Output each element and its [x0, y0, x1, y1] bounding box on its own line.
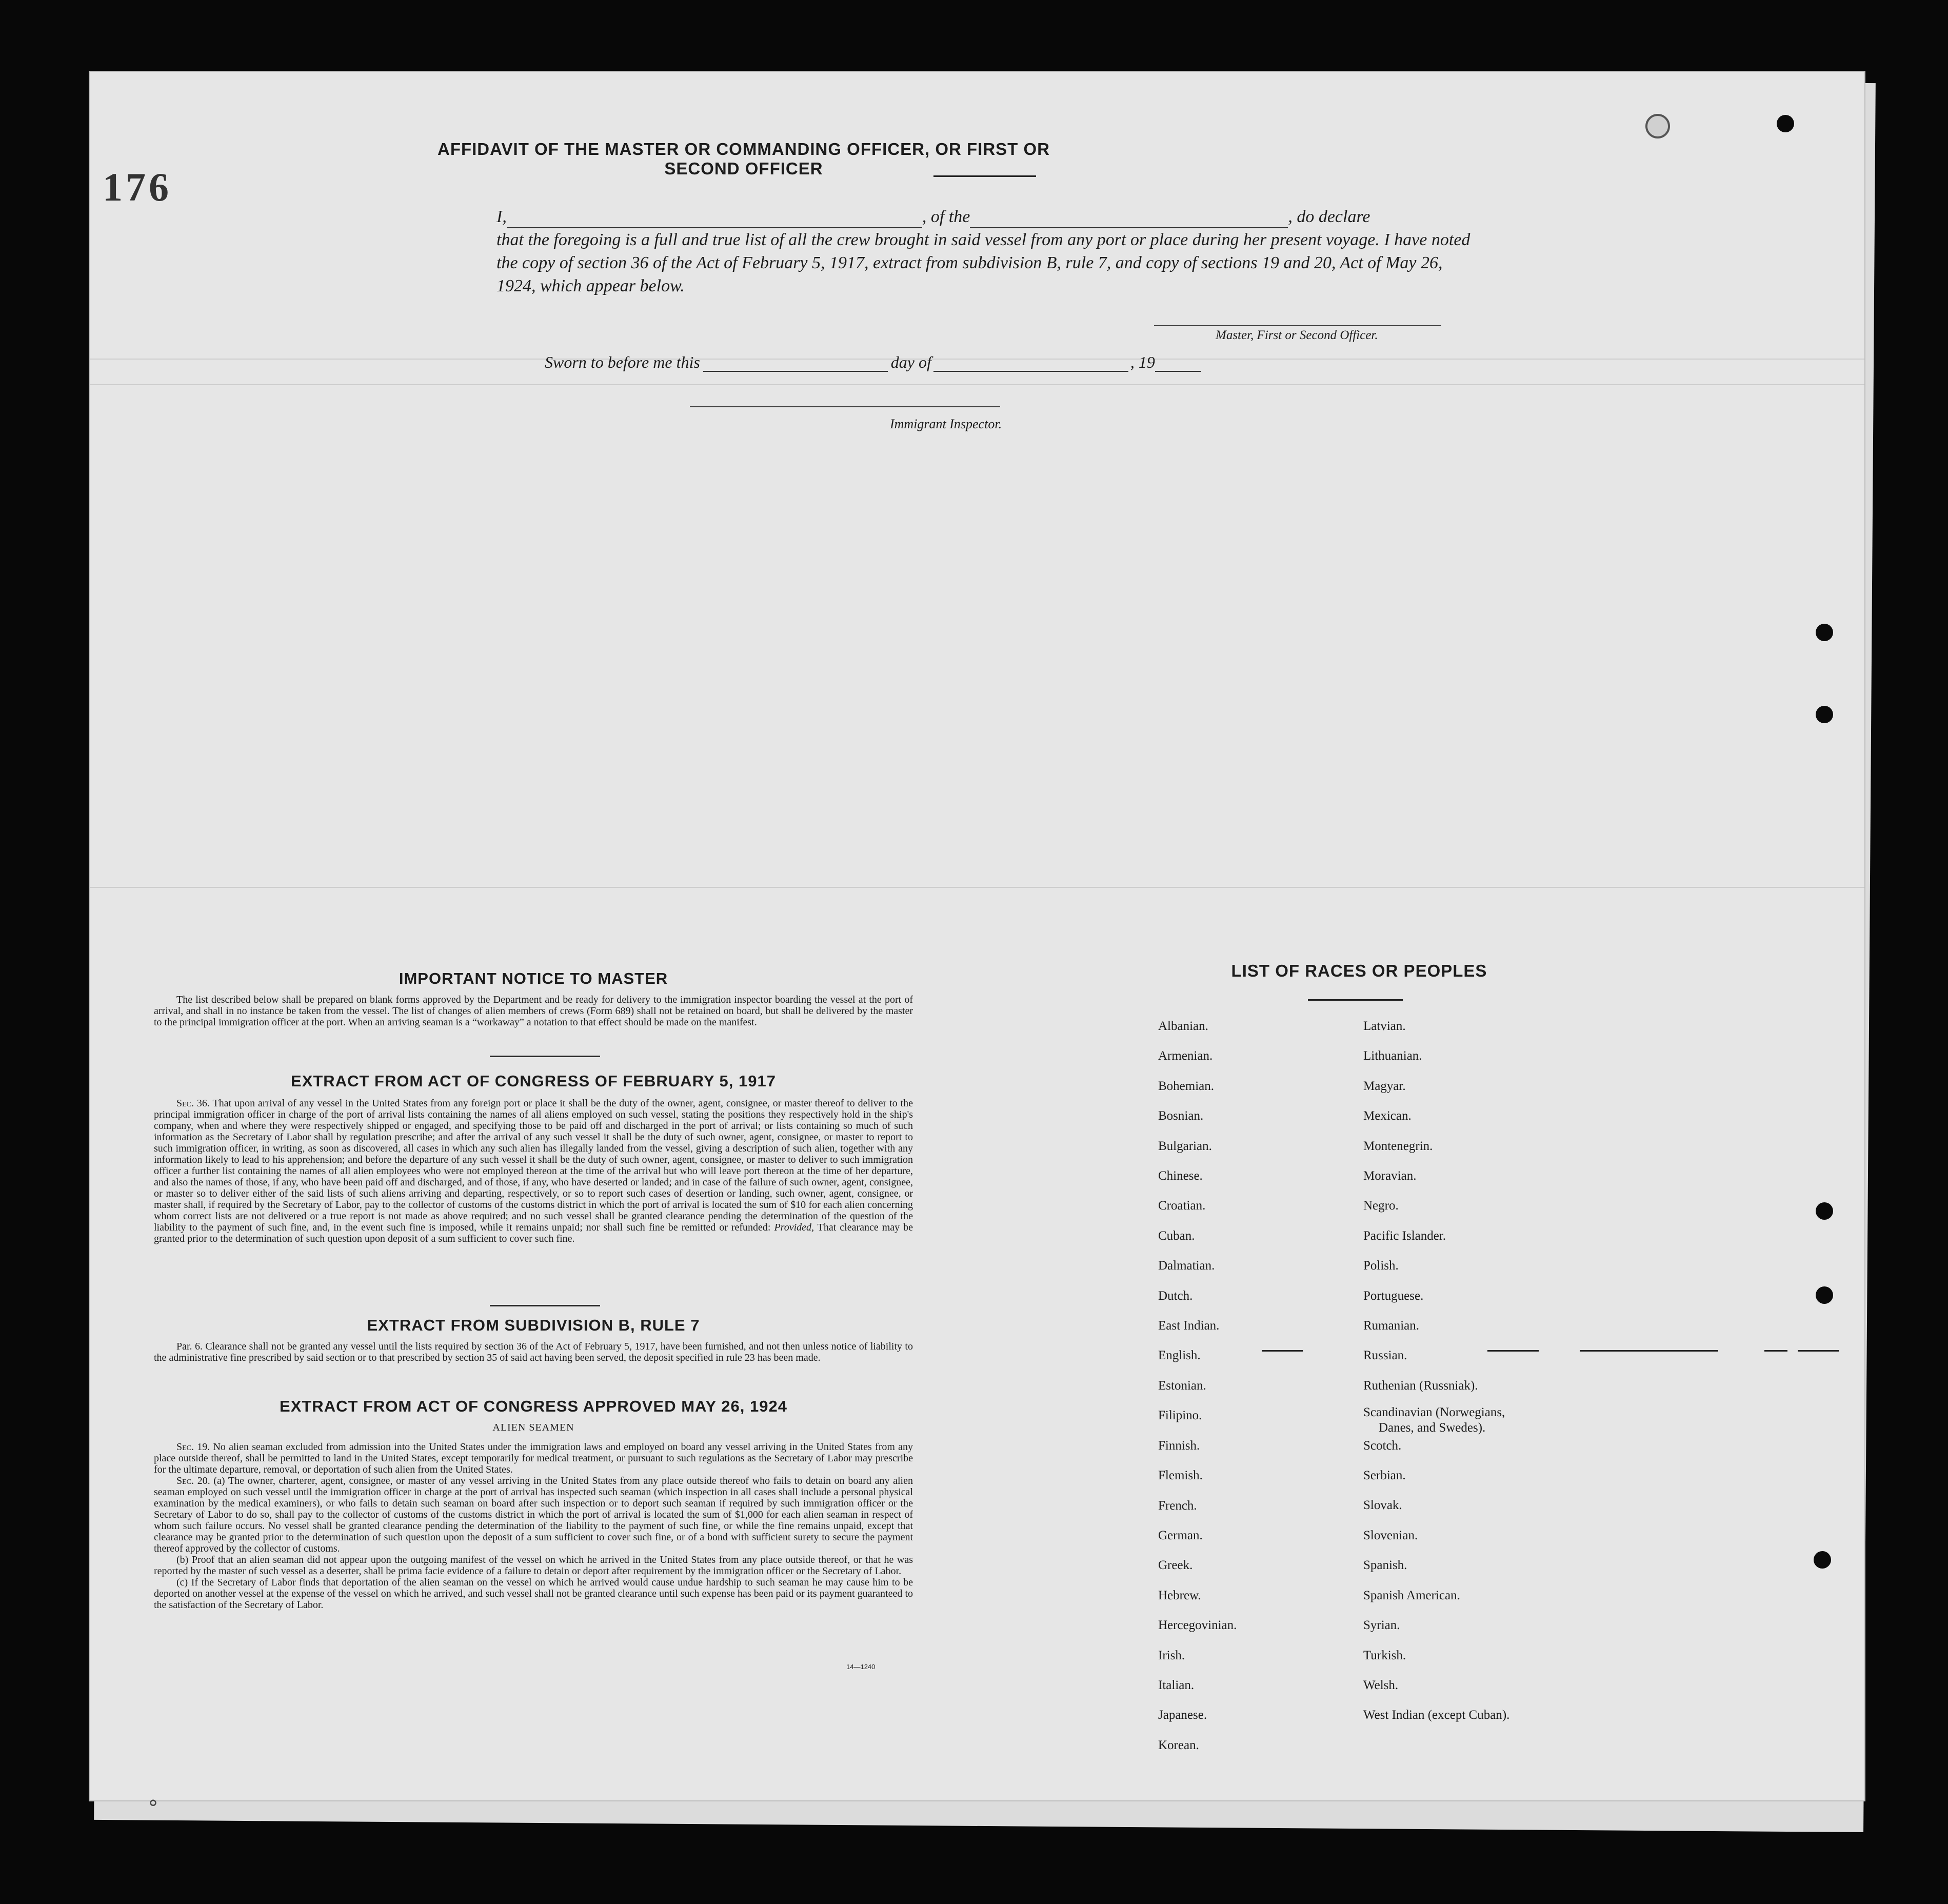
races-divider	[1308, 999, 1403, 1001]
form-number: 14—1240	[846, 1663, 876, 1671]
race-item: Negro.	[1363, 1199, 1399, 1213]
rule7-text	[154, 1341, 913, 1363]
race-item: Irish.	[1158, 1648, 1185, 1662]
race-item: Syrian.	[1363, 1618, 1400, 1633]
margin-page-number: 176	[103, 165, 172, 209]
proviso-text: That clearance may be granted prior to the determination of such question upon deposit of a sum sufficient to cover such fine.	[154, 1222, 913, 1244]
of-the-label: , of the	[922, 207, 970, 226]
race-item: Hercegovinian.	[1158, 1618, 1237, 1633]
race-item: Rumanian.	[1363, 1319, 1420, 1333]
sworn-label: Sworn to before me this	[545, 353, 700, 371]
declarant-prefix: I,	[496, 207, 507, 226]
race-item: Magyar.	[1363, 1079, 1406, 1093]
sec-20a-text: (a) The owner, charterer, agent, consignee, or master of any vessel arriving in the United States from any place outside thereof who fails to detain on board any alien seaman employed on such vessel until the immigration officer in charge at the port of arrival has inspected such seaman (which inspection in all cases shall include a personal physical examination by the medical examiners), or who fails to detain such seaman on board after such inspection or to deport such seaman if required by such immigration officer or the Secretary of Labor to do so, shall pay to the collector of customs of the customs district in which the port of arrival is located the sum of $1,000 for each alien seaman in respect of whom such failure occurs. No vessel shall be granted clearance pending the determination of the liability to the payment of such fine, or while the fine remains unpaid, except that clearance may be granted prior to the determination of such question upon the deposit of a sum sufficient to cover such fine, or of a bond with sufficient surety to secure the payment thereof approved by the collector of customs.	[154, 1475, 913, 1554]
race-item: Italian.	[1158, 1678, 1195, 1692]
rule7-title: EXTRACT FROM SUBDIVISION B, RULE 7	[367, 1316, 700, 1334]
race-item: Russian.	[1363, 1348, 1407, 1363]
vessel-name-field[interactable]	[970, 213, 1288, 228]
race-item: Finnish.	[1158, 1438, 1200, 1453]
signature-field[interactable]	[1154, 325, 1441, 326]
race-item: Armenian.	[1158, 1049, 1213, 1063]
affidavit-title: AFFIDAVIT OF THE MASTER OR COMMANDING OFFICER, OR FIRST OR SECOND OFFICER	[437, 140, 1050, 178]
year-prefix-label: , 19	[1130, 353, 1155, 371]
rule7-paragraph: Par. 6. Clearance shall not be granted any vessel until the lists required by section 36 of the Act of February 5, 1917, have been furnished, and not then unless notice of liability to the administrative fine prescribed by said section or to that prescribed by section 35 of said act having been served, the deposit specified in rule 23 has been made.	[154, 1341, 913, 1363]
sec-19-label: Sec. 19.	[176, 1441, 210, 1453]
race-item: Cuban.	[1158, 1228, 1195, 1243]
race-item: Korean.	[1158, 1738, 1199, 1752]
punch-hole-icon	[1777, 115, 1794, 132]
bleed-dash	[1580, 1350, 1718, 1352]
race-item: West Indian (except Cuban).	[1363, 1708, 1510, 1722]
section-divider	[490, 1056, 600, 1057]
race-item: Albanian.	[1158, 1019, 1208, 1033]
bleed-dash	[1487, 1350, 1539, 1352]
race-item: Pacific Islander.	[1363, 1228, 1446, 1243]
race-item: Estonian.	[1158, 1378, 1206, 1393]
declaration-line	[496, 205, 1474, 228]
affidavit-statement: that the foregoing is a full and true list of all the crew brought in said vessel from any port or place during her present voyage. I have noted the copy of section 36 of the Act of February 5, 1917, extract from subdivision B, rule 7, and copy of sections 19 and 20, Act of May 26, 1924, which appear below.	[496, 230, 1470, 295]
race-item: French.	[1158, 1498, 1197, 1513]
race-item: Serbian.	[1363, 1469, 1406, 1483]
race-item: Bulgarian.	[1158, 1139, 1212, 1153]
punch-hole-icon	[1816, 706, 1833, 723]
punch-hole-icon	[1816, 1202, 1833, 1220]
punch-hole-icon	[1816, 624, 1833, 641]
punch-hole-icon	[1814, 1551, 1831, 1569]
race-item: Latvian.	[1363, 1019, 1406, 1033]
race-item-scandinavian	[1363, 1401, 1509, 1435]
notice-text: The list described below shall be prepared on blank forms approved by the Department and be ready for delivery to the immigration inspector boarding the vessel at the port of arrival, and shall in no instance be taken from the vessel. The list of changes of alien members of crews (Form 689) shall not be retained on board, but shall be delivered by the master to the principal immigration officer at the port. When an arriving seaman is a “workaway” a notation to that effect should be made on the manifest.	[154, 994, 913, 1028]
race-item: Moravian.	[1363, 1169, 1417, 1183]
signature-label: Master, First or Second Officer.	[1216, 328, 1378, 342]
race-item: Dalmatian.	[1158, 1259, 1215, 1273]
day-of-label: day of	[890, 353, 931, 371]
punch-ring-hole-icon	[1645, 114, 1670, 138]
extract-1924-title: EXTRACT FROM ACT OF CONGRESS APPROVED MAY 26, 1924	[280, 1397, 787, 1415]
race-item: English.	[1158, 1348, 1201, 1363]
race-item: Slovenian.	[1363, 1528, 1418, 1542]
alien-seamen-subhead: ALIEN SEAMEN	[492, 1422, 574, 1433]
race-item: Bohemian.	[1158, 1079, 1215, 1093]
pencil-mark-icon: ∘	[147, 1791, 160, 1814]
races-right-column	[1363, 1012, 1509, 1731]
sec-36-label: Sec. 36.	[176, 1098, 210, 1109]
sworn-line	[545, 353, 1201, 372]
race-item: German.	[1158, 1528, 1203, 1542]
bleed-dash	[1798, 1350, 1839, 1352]
declare-label: , do declare	[1288, 207, 1370, 226]
section-divider	[490, 1305, 600, 1306]
races-title: LIST OF RACES OR PEOPLES	[1231, 961, 1487, 980]
race-item: Scandinavian (Norwegians,	[1363, 1405, 1505, 1420]
race-item: Spanish.	[1363, 1558, 1407, 1573]
race-item: Dutch.	[1158, 1288, 1193, 1303]
race-item: Mexican.	[1363, 1109, 1412, 1123]
title-divider	[933, 175, 1036, 177]
notice-title: IMPORTANT NOTICE TO MASTER	[399, 969, 668, 987]
sworn-month-field[interactable]	[933, 356, 1128, 372]
inspector-signature-field[interactable]	[690, 406, 1000, 407]
sec-36-text: That upon arrival of any vessel in the United States from any foreign port or place it shall be the duty of the owner, agent, consignee, or master thereof to deliver to the principal immigration officer in charge of the port of arrival lists containing the names of all aliens employed on such vessel, stating the positions they respectively hold in the ship's company, when and where they were respectively shipped or engaged, and specifying those to be paid off and discharged in the port of arrival; or lists containing so much of such information as the Secretary of Labor shall by regulation prescribe; and after the arrival of any such vessel it shall be the duty of such owner, agent, consignee, or master to report to such immigration officer, in writing, as soon as discovered, all cases in which any such alien has illegally landed from the vessel, giving a description of such alien, together with any information likely to lead to his apprehension; and before the departure of any such vessel it shall be the duty of such owner, agent, consignee, or master to deliver to such immigration officer a further list containing the names of all alien employees who were not employed thereon at the time of the arrival but who will leave port thereon at the time of her departure, and also the names of those, if any, who have been paid off and discharged, and of those, if any, who have deserted or landed; and in case of the failure of such owner, agent, consignee, or master so to deliver either of the said lists of such aliens arriving and departing, respectively, or so to report such cases of desertion or landing, such owner, agent, consignee, or master shall, if required by the Secretary of Labor, pay to the collector of customs of the customs district in which the port of arrival is located the sum of $10 for each alien concerning whom correct lists are not delivered or a true report is not made as above required; and no such vessel shall be granted clearance pending the determination of the question of the liability to the payment of such fine, and, in the event such fine is imposed, while it remains unpaid; nor shall such fine be remitted or refunded:	[154, 1098, 913, 1233]
race-item: East Indian.	[1158, 1319, 1220, 1333]
punch-hole-icon	[1816, 1286, 1833, 1304]
sec-20c-text: (c) If the Secretary of Labor finds that deportation of the alien seaman on the vessel on which he arrived would cause undue hardship to such seaman he may cause him to be deported on another vessel at the expense of the vessel on which he arrived, and such vessel shall not be granted clearance until such expense has been paid or its payment guaranteed to the satisfaction of the Secretary of Labor.	[154, 1577, 913, 1611]
proviso-label: Provided,	[774, 1222, 814, 1233]
sec-19-text: No alien seaman excluded from admission into the United States under the immigration laws and employed on board any vessel arriving in the United States from any place outside thereof, shall be permitted to land in the United States, except temporarily for medical treatment, or pursuant to such regulations as the Secretary of Labor may prescribe for the ultimate departure, removal, or deportation of such alien from the United States.	[154, 1441, 913, 1475]
race-item: Slovak.	[1363, 1498, 1402, 1513]
race-item: Welsh.	[1363, 1678, 1399, 1692]
race-item: Filipino.	[1158, 1409, 1202, 1423]
extract-1917-title: EXTRACT FROM ACT OF CONGRESS OF FEBRUARY 5, 1917	[291, 1072, 776, 1090]
race-item: Montenegrin.	[1363, 1139, 1433, 1153]
race-item: Greek.	[1158, 1558, 1193, 1573]
race-item: Polish.	[1363, 1259, 1399, 1273]
extract-1917-text	[154, 1098, 913, 1244]
bleed-dash	[1267, 1350, 1303, 1352]
inspector-label: Immigrant Inspector.	[890, 417, 1002, 431]
race-item: Danes, and Swedes).	[1379, 1421, 1486, 1435]
extract-1924-text	[154, 1441, 913, 1611]
race-item: Bosnian.	[1158, 1109, 1204, 1123]
officer-name-field[interactable]	[507, 213, 922, 228]
races-left-column	[1158, 1012, 1237, 1760]
race-item: Lithuanian.	[1363, 1049, 1422, 1063]
race-item: Hebrew.	[1158, 1588, 1201, 1602]
sworn-day-field[interactable]	[703, 356, 888, 372]
race-item: Scotch.	[1363, 1438, 1402, 1453]
race-item: Chinese.	[1158, 1169, 1203, 1183]
race-item: Turkish.	[1363, 1648, 1406, 1662]
race-item: Portuguese.	[1363, 1288, 1424, 1303]
sworn-year-field[interactable]	[1155, 356, 1201, 372]
race-item: Ruthenian (Russniak).	[1363, 1378, 1478, 1393]
race-item: Spanish American.	[1363, 1588, 1460, 1602]
race-item: Flemish.	[1158, 1469, 1203, 1483]
sec-20b-text: (b) Proof that an alien seaman did not appear upon the outgoing manifest of the vessel on which he arrived in the United States from any place outside thereof, or that he was reported by the master of such vessel as a deserter, shall be prima facie evidence of a failure to detain or deport after requirement by the immigration officer or the Secretary of Labor.	[154, 1554, 913, 1577]
race-item: Croatian.	[1158, 1199, 1206, 1213]
race-item: Japanese.	[1158, 1708, 1207, 1722]
bleed-dash	[1764, 1350, 1787, 1352]
sec-20-label: Sec. 20.	[176, 1475, 210, 1486]
affidavit-body	[496, 205, 1474, 298]
